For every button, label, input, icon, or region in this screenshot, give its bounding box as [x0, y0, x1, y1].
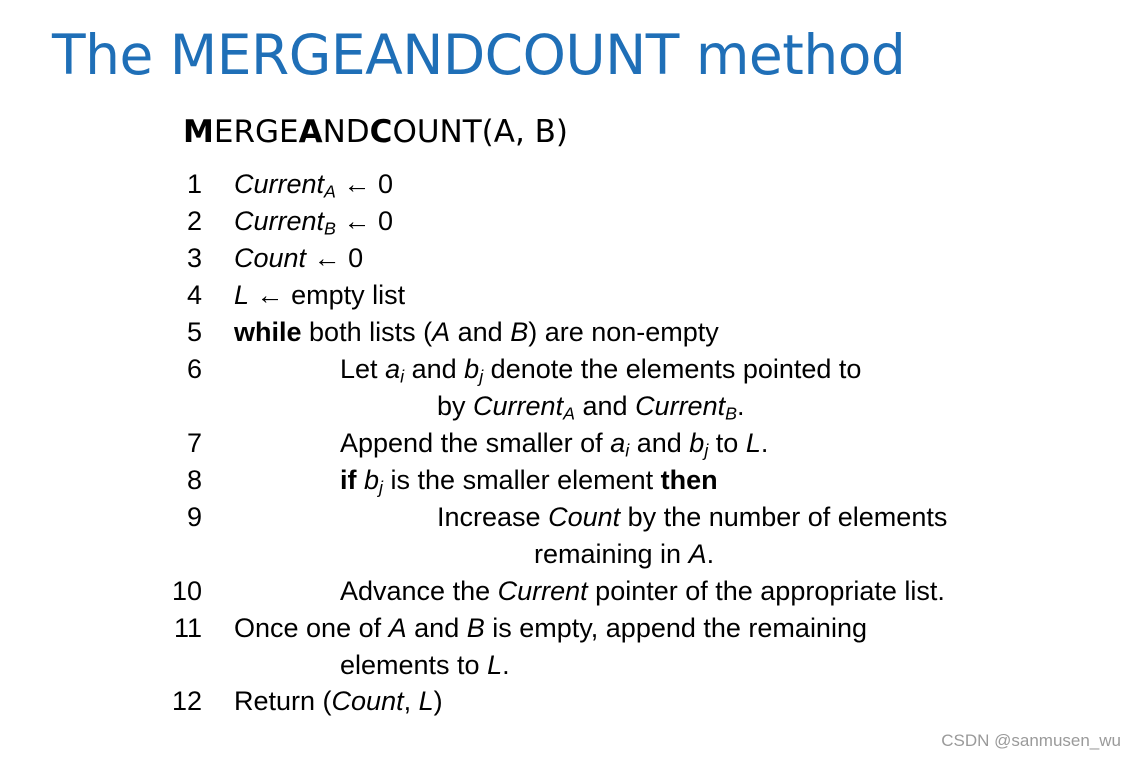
text: is empty, append the remaining — [492, 613, 867, 643]
text: Let — [340, 354, 378, 384]
value: 0 — [348, 243, 364, 273]
line-number: 9 — [186, 502, 202, 532]
text: by the number of elements — [627, 502, 948, 532]
variable: L — [487, 650, 503, 680]
assign-arrow: ← — [343, 206, 371, 236]
subscript: i — [625, 440, 630, 461]
pseudocode-line-7 — [0, 425, 1137, 462]
text: . — [736, 391, 745, 421]
text: remaining in — [534, 539, 682, 569]
line-number: 8 — [186, 465, 202, 495]
assign-arrow: ← — [256, 280, 284, 310]
line-number: 5 — [186, 317, 202, 347]
subscript: j — [704, 440, 709, 461]
variable: L — [234, 280, 250, 310]
line-number: 10 — [171, 576, 202, 606]
pseudocode-line-12 — [0, 683, 1137, 720]
text: . — [706, 539, 715, 569]
variable: A — [432, 317, 451, 347]
line-content — [234, 314, 719, 351]
subscript: B — [725, 403, 737, 424]
algorithm-name-part: ND — [322, 114, 370, 150]
pseudocode-line-6 — [0, 351, 1137, 388]
keyword-then: then — [660, 465, 718, 495]
assign-arrow: ← — [343, 169, 371, 199]
text: Increase — [437, 502, 541, 532]
variable: b — [364, 465, 380, 495]
pseudocode-line-9-continuation — [0, 536, 1137, 573]
pseudocode-line-8 — [0, 462, 1137, 499]
variable: b — [464, 354, 480, 384]
line-number: 1 — [186, 169, 202, 199]
pseudocode-line-1 — [0, 166, 1137, 203]
line-content — [234, 683, 443, 720]
variable: Current — [473, 391, 564, 421]
text: and — [414, 613, 460, 643]
line-content — [234, 166, 393, 203]
text: . — [502, 650, 510, 680]
keyword-while: while — [234, 317, 302, 347]
watermark: CSDN @sanmusen_wu — [941, 731, 1121, 750]
text: and — [636, 428, 682, 458]
algorithm-name-initial-m: M — [183, 114, 214, 150]
text: pointer of the appropriate list. — [595, 576, 945, 606]
line-number: 6 — [186, 354, 202, 384]
text: Append the smaller of — [340, 428, 603, 458]
pseudocode-line-3 — [0, 240, 1137, 277]
variable: Current — [635, 391, 726, 421]
value: 0 — [377, 206, 393, 236]
pseudocode-line-6-continuation — [0, 388, 1137, 425]
pseudocode-line-5 — [0, 314, 1137, 351]
text: . — [760, 428, 769, 458]
assign-arrow: ← — [313, 243, 341, 273]
text: by — [437, 391, 466, 421]
slide-title: The MERGEANDCOUNT method — [52, 23, 906, 87]
text: and — [411, 354, 457, 384]
variable: L — [418, 686, 434, 716]
text: both lists ( — [309, 317, 433, 347]
line-content — [340, 573, 945, 610]
text: Advance the — [340, 576, 491, 606]
text: denote the elements pointed to — [490, 354, 862, 384]
variable: A — [688, 539, 707, 569]
keyword-if: if — [340, 465, 357, 495]
variable: Current — [234, 206, 325, 236]
value: 0 — [377, 169, 393, 199]
text: to — [715, 428, 739, 458]
text: ) are non-empty — [528, 317, 719, 347]
pseudocode-line-9 — [0, 499, 1137, 536]
variable: A — [388, 613, 407, 643]
variable: B — [466, 613, 485, 643]
line-number: 11 — [173, 613, 202, 643]
pseudocode-line-2 — [0, 203, 1137, 240]
text: ) — [433, 686, 443, 716]
algorithm-name-part: OUNT — [392, 114, 482, 150]
line-number: 4 — [186, 280, 202, 310]
subscript: j — [479, 366, 484, 387]
algorithm-name-initial-c: C — [369, 114, 393, 150]
algorithm-args: (A, B) — [481, 114, 569, 150]
text: elements to — [340, 650, 480, 680]
line-content — [234, 277, 405, 314]
line-content — [340, 462, 718, 499]
line-number: 3 — [186, 243, 202, 273]
line-content — [234, 240, 363, 277]
line-content — [437, 499, 947, 536]
variable: Count — [234, 243, 307, 273]
variable: Current — [234, 169, 325, 199]
variable: B — [510, 317, 529, 347]
variable: Count — [331, 686, 404, 716]
algorithm-name-initial-a: A — [298, 114, 323, 150]
text: is the smaller element — [390, 465, 654, 495]
text: , — [403, 686, 412, 716]
line-number: 2 — [186, 206, 202, 236]
text: and — [582, 391, 628, 421]
value: empty list — [291, 280, 406, 310]
line-content — [340, 647, 510, 684]
line-content — [437, 388, 745, 425]
subscript: i — [400, 366, 405, 387]
line-content — [534, 536, 714, 573]
text: Return ( — [234, 686, 332, 716]
variable: L — [745, 428, 761, 458]
algorithm-name — [183, 114, 568, 151]
subscript: A — [563, 403, 575, 424]
text: Once one of — [234, 613, 382, 643]
line-number: 7 — [186, 428, 202, 458]
text: and — [457, 317, 503, 347]
pseudocode-line-11-continuation — [0, 647, 1137, 684]
subscript: j — [379, 477, 384, 498]
variable: Count — [548, 502, 621, 532]
pseudocode-line-10 — [0, 573, 1137, 610]
subscript: A — [324, 181, 336, 202]
variable: Current — [497, 576, 588, 606]
variable: a — [385, 354, 401, 384]
line-content — [340, 351, 861, 388]
line-content — [340, 425, 768, 462]
pseudocode-line-11 — [0, 610, 1137, 647]
line-number: 12 — [171, 686, 202, 716]
subscript: B — [324, 218, 336, 239]
variable: b — [689, 428, 705, 458]
variable: a — [610, 428, 626, 458]
line-content — [234, 610, 867, 647]
pseudocode-line-4 — [0, 277, 1137, 314]
algorithm-name-part: ERGE — [213, 114, 299, 150]
line-content — [234, 203, 393, 240]
